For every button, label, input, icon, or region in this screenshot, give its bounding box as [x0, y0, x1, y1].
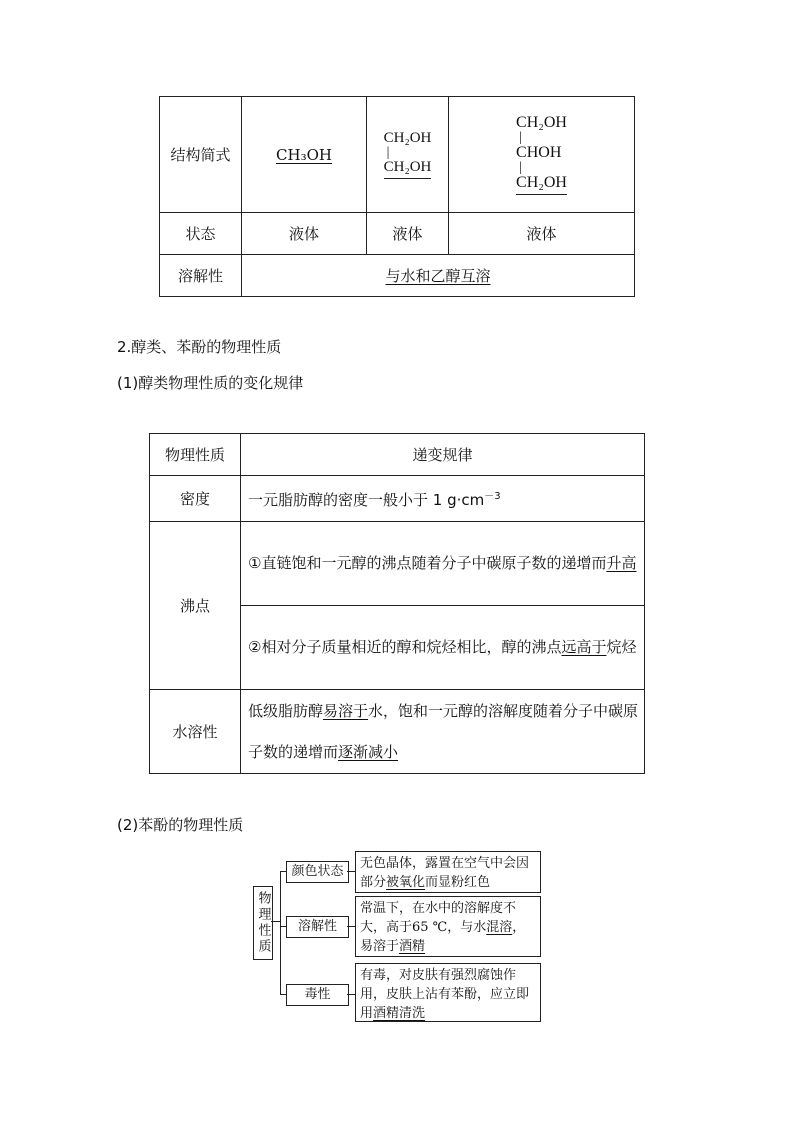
glycerol-formula: CH₂OH | CHOH | CH₂OH [449, 97, 635, 213]
header-property: 物理性质 [150, 434, 241, 476]
state-methanol: 液体 [242, 213, 367, 255]
row-label-structure: 结构简式 [160, 97, 242, 213]
water-solubility-rule: 低级脂肪醇易溶于水，饱和一元醇的溶解度随着分子中碳原子数的递增而逐渐减小 [241, 690, 645, 774]
bond-line: | [519, 159, 522, 175]
connector-root [271, 921, 280, 922]
description-color-state: 无色晶体，露置在空气中会因部分被氧化而显粉红色 [355, 851, 541, 893]
subsection-2-title: (2)苯酚的物理性质 [117, 816, 244, 834]
methanol-formula: CH₃OH [242, 97, 367, 213]
bond-line: | [386, 144, 390, 160]
description-toxicity: 有毒，对皮肤有强烈腐蚀作用，皮肤上沾有苯酚，应立即用酒精清洗 [355, 963, 541, 1022]
water-solubility-label: 水溶性 [150, 690, 241, 774]
solubility-value: 与水和乙醇互溶 [242, 255, 635, 297]
connector-trunk [280, 871, 281, 994]
state-glycerol: 液体 [449, 213, 635, 255]
bond-line: | [519, 129, 522, 145]
boiling-rule-1: ①直链饱和一元醇的沸点随着分子中碳原子数的递增而升高 [241, 522, 645, 606]
connector-desc-2 [347, 926, 355, 927]
density-text: 一元脂肪醇的密度一般小于 1 $g\cdot cm^{-3}$ [241, 476, 645, 522]
boiling-rule-2: ②相对分子质量相近的醇和烷烃相比，醇的沸点远高于烷烃 [241, 606, 645, 690]
alcohol-property-table [149, 433, 645, 774]
connector-desc-3 [347, 994, 355, 995]
row-label-solubility: 溶解性 [160, 255, 242, 297]
category-solubility: 溶解性 [286, 916, 349, 938]
category-color-state: 颜色状态 [286, 861, 349, 883]
glycol-formula: CH₂OH | CH₂OH [367, 97, 449, 213]
subsection-1-title: (1)醇类物理性质的变化规律 [117, 374, 304, 392]
boiling-label: 沸点 [150, 522, 241, 690]
density-label: 密度 [150, 476, 241, 522]
description-solubility: 常温下，在水中的溶解度不大，高于65 ℃，与水混溶，易溶于酒精 [355, 896, 541, 957]
header-rule: 递变规律 [241, 434, 645, 476]
connector-desc-1 [347, 871, 355, 872]
alcohol-structure-table [159, 96, 635, 297]
root-node: 物理性质 [253, 886, 273, 960]
state-glycol: 液体 [367, 213, 449, 255]
section-2-title: 2.醇类、苯酚的物理性质 [117, 338, 282, 356]
category-toxicity: 毒性 [286, 984, 349, 1006]
row-label-state: 状态 [160, 213, 242, 255]
